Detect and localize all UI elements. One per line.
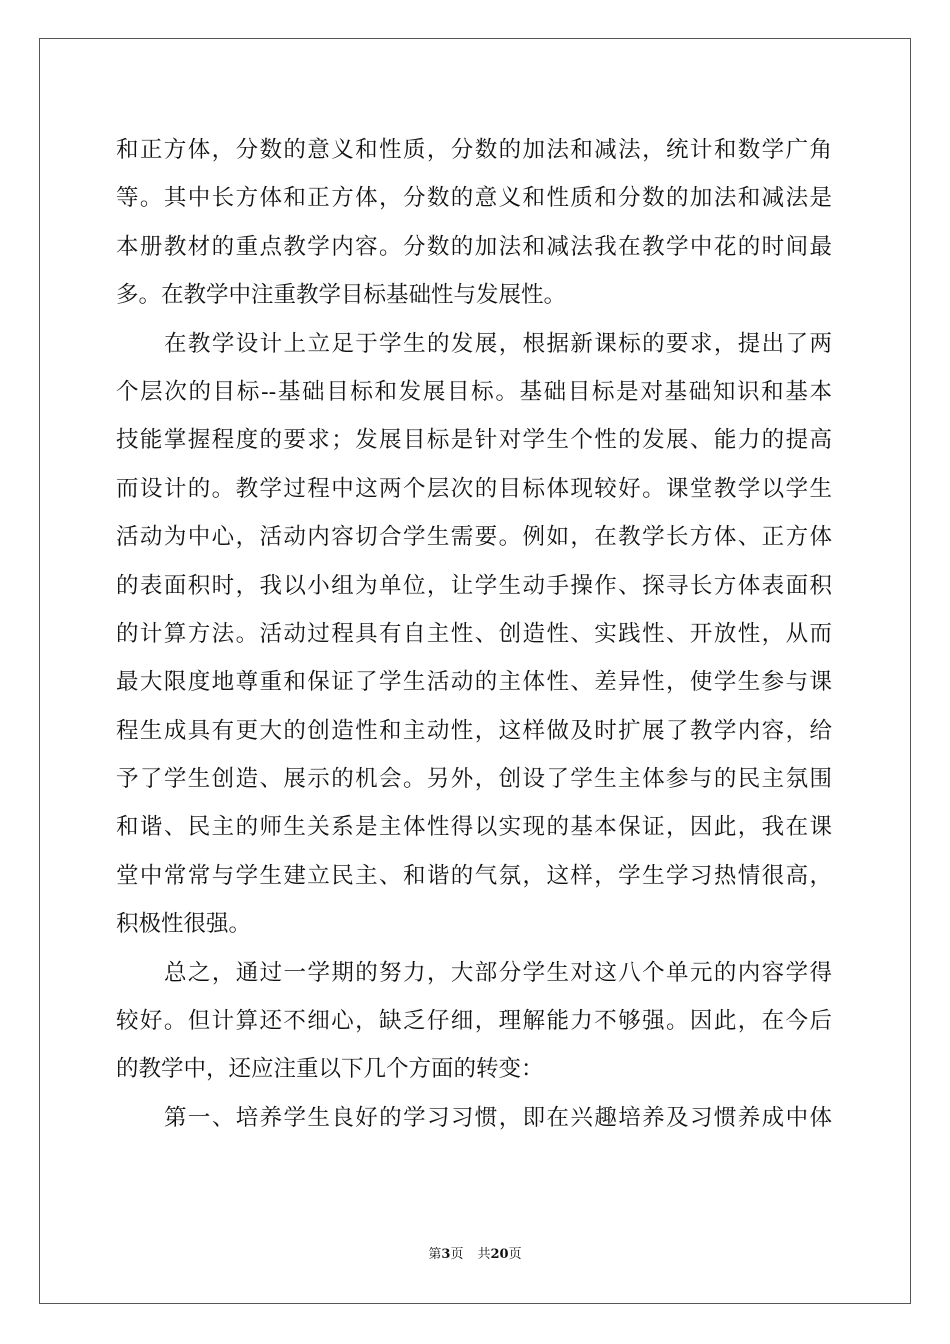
paragraph-first-line: 在教学设计上立足于学生的发展，根据新课标的要求，提出了两 (164, 330, 832, 357)
page-total: 20 (490, 1247, 509, 1262)
document-body (116, 126, 832, 1142)
page-footer (0, 1246, 950, 1264)
text-line: 多。在教学中注重教学目标基础性与发展性。 (116, 282, 567, 309)
text-line: 和正方体，分数的意义和性质，分数的加法和减法，统计和数学广角 (116, 137, 832, 163)
text-line: 予了学生创造、展示的机会。另外，创设了学生主体参与的民主氛围 (116, 766, 832, 793)
text-line: 活动为中心，活动内容切合学生需要。例如，在教学长方体、正方体 (116, 524, 832, 551)
total-prefix: 共 (477, 1247, 491, 1262)
total-unit: 页 (508, 1247, 522, 1262)
text-line: 最大限度地尊重和保证了学生活动的主体性、差异性，使学生参与课 (116, 669, 832, 696)
page-prefix: 第 (428, 1247, 442, 1262)
text-line: 技能掌握程度的要求；发展目标是针对学生个性的发展、能力的提高 (116, 427, 832, 454)
text-line: 而设计的。教学过程中这两个层次的目标体现较好。课堂教学以学生 (116, 475, 832, 502)
text-line: 积极性很强。 (116, 911, 252, 938)
text-line: 的计算方法。活动过程具有自主性、创造性、实践性、开放性，从而 (116, 620, 832, 647)
paragraph-first-line: 第一、培养学生良好的学习习惯，即在兴趣培养及习惯养成中体 (164, 1104, 832, 1131)
text-line: 本册教材的重点教学内容。分数的加法和减法我在教学中花的时间最 (116, 233, 832, 260)
paragraph-first-line: 总之，通过一学期的努力，大部分学生对这八个单元的内容学得 (164, 959, 832, 986)
page-current: 3 (441, 1247, 451, 1262)
text-line: 等。其中长方体和正方体，分数的意义和性质和分数的加法和减法是 (116, 185, 832, 212)
text-line: 的表面积时，我以小组为单位，让学生动手操作、探寻长方体表面积 (116, 572, 832, 599)
text-line: 的教学中，还应注重以下几个方面的转变： (116, 1056, 544, 1083)
text-line: 个层次的目标--基础目标和发展目标。基础目标是对基础知识和基本 (116, 378, 832, 405)
text-line: 较好。但计算还不细心，缺乏仔细，理解能力不够强。因此，在今后 (116, 1008, 832, 1035)
text-line: 程生成具有更大的创造性和主动性，这样做及时扩展了教学内容，给 (116, 717, 832, 744)
text-line: 和谐、民主的师生关系是主体性得以实现的基本保证，因此，我在课 (116, 814, 832, 841)
page-unit: 页 (450, 1247, 464, 1262)
text-line: 堂中常常与学生建立民主、和谐的气氛，这样，学生学习热情很高， (116, 862, 832, 889)
